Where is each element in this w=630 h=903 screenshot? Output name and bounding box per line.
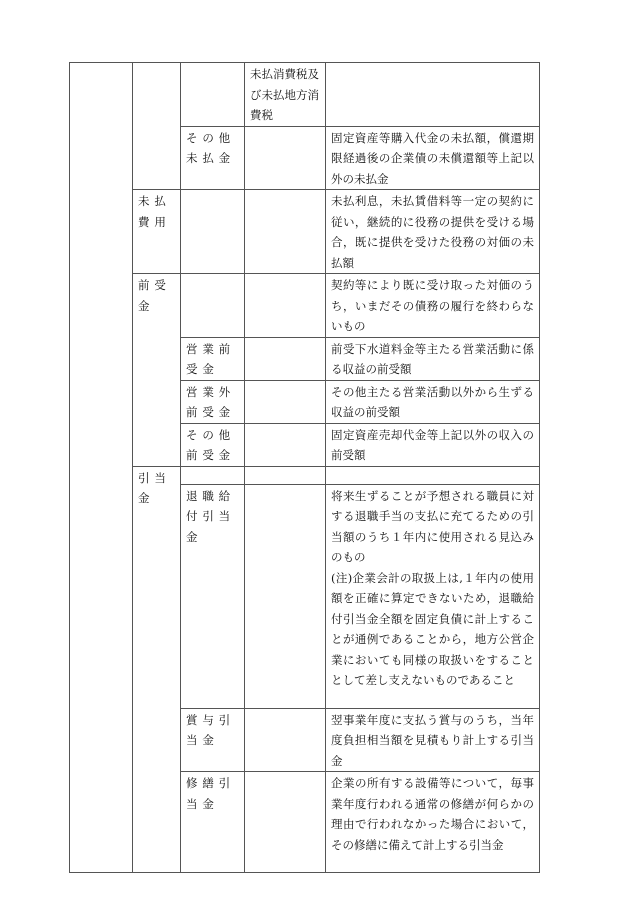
subcategory-cell: 修繕引当金 <box>181 772 245 873</box>
description-cell <box>326 466 540 484</box>
category-cell: 未払費用 <box>133 190 181 274</box>
table-row <box>70 274 540 338</box>
description-cell: 固定資産等購入代金の未払額，償還期限経過後の企業債の未償還額等上記以外の未払金 <box>326 126 540 190</box>
detail-cell <box>245 274 326 338</box>
detail-cell <box>245 484 326 708</box>
table-row <box>70 190 540 274</box>
detail-cell <box>245 708 326 772</box>
detail-cell <box>245 337 326 380</box>
description-cell: 固定資産売却代金等上記以外の収入の前受額 <box>326 423 540 466</box>
subcategory-cell <box>181 190 245 274</box>
category-cell: 前受金 <box>133 274 181 467</box>
detail-cell: 未払消費税及び未払地方消費税 <box>245 63 326 127</box>
description-cell <box>326 63 540 127</box>
description-cell: 翌事業年度に支払う賞与のうち，当年度負担相当額を見積もり計上する引当金 <box>326 708 540 772</box>
subcategory-cell: その他未払金 <box>181 126 245 190</box>
description-cell: 企業の所有する設備等について，毎事業年度行われる通常の修繕が何らかの理由で行われなかった場合において，その修繕に備えて計上する引当金 <box>326 772 540 873</box>
description-cell <box>326 484 540 708</box>
table-row <box>70 466 540 484</box>
account-definition-table <box>69 62 540 873</box>
subcategory-cell: 退職給付引当金 <box>181 484 245 708</box>
detail-cell <box>245 772 326 873</box>
description-text: 将来生ずることが予想される職員に対する退職手当の支払に充てるための引当額のうち１年内に使用される見込みのもの <box>331 488 534 564</box>
subcategory-cell <box>181 63 245 127</box>
subcategory-cell <box>181 274 245 338</box>
subcategory-cell: その他前受金 <box>181 423 245 466</box>
category-cell <box>133 63 181 190</box>
description-cell: 契約等により既に受け取った対価のうち，いまだその債務の履行を終わらないもの <box>326 274 540 338</box>
subcategory-cell: 賞与引当金 <box>181 708 245 772</box>
table-row <box>70 63 540 127</box>
description-cell: 前受下水道料金等主たる営業活動に係る収益の前受額 <box>326 337 540 380</box>
subcategory-cell: 営業前受金 <box>181 337 245 380</box>
note-text: (注)企業会計の取扱上は,１年内の使用額を正確に算定できないため，退職給付引当金全額を固定負債に計上することが通例であることから，地方公営企業においても同様の取扱いをすることとして差し支えないものであること <box>331 570 534 687</box>
detail-cell <box>245 466 326 484</box>
detail-cell <box>245 126 326 190</box>
detail-cell <box>245 190 326 274</box>
description-cell: 未払利息，未払賃借料等一定の契約に従い，継続的に役務の提供を受ける場合，既に提供を受けた役務の対価の未払額 <box>326 190 540 274</box>
subcategory-cell: 営業外前受金 <box>181 380 245 423</box>
detail-cell <box>245 423 326 466</box>
detail-cell <box>245 380 326 423</box>
category-cell: 引当金 <box>133 466 181 873</box>
subcategory-cell <box>181 466 245 484</box>
outer-group-cell <box>70 63 133 873</box>
description-cell: その他主たる営業活動以外から生ずる収益の前受額 <box>326 380 540 423</box>
